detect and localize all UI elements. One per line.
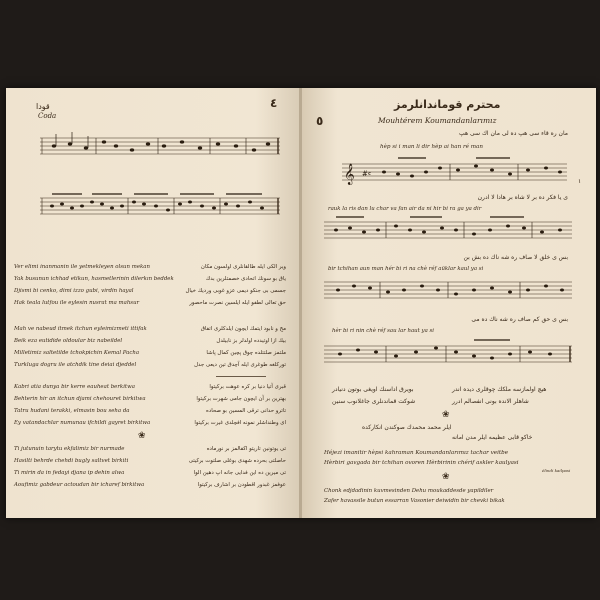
verse-line: Mah ve nabeud itmek itchun eyleimizmeti ittifak مخ و نابود ايتمك ايچون ايلدكلرى اتفاق: [14, 326, 286, 332]
lyric-ottoman: مان ره قاء سى هپ ده لى مان اك سى هپ: [459, 130, 568, 137]
stanza-line: هيچ اولمازسه ملكك چوقلرى ديده اندر: [452, 386, 547, 393]
lyric-latin: hèp si i man li dir hèp ai han ré man: [380, 144, 483, 150]
svg-text:𝄞: 𝄞: [344, 164, 355, 185]
verse-line: Ey vatandachlar numunau ifchildi gayret birkitwa اى وطنداشلر نمونه افچلدى غيرت بركيتوا: [14, 420, 286, 426]
lyric-latin: rauk la ris dan lu char va fan air da ni hir bi ra ga ya dir: [328, 206, 482, 212]
verse-line: Hasilti behrde chehdi bugly saltvet birkiti حاصلتى بحرده شهدى بوغلى صلتوت بركيتى: [14, 458, 286, 464]
music-staff: [324, 274, 574, 304]
coda-label: Coda: [38, 112, 57, 120]
page-number: ٥: [316, 114, 324, 128]
lyric-latin: hèr bi ri nin chè réf sau lar haut ya si: [332, 328, 435, 334]
stanza-line: ايلر محمد محمدك صوكندن انكاركده: [362, 424, 452, 431]
stanza-line: شوكت قماندنلرى جاغلانوب سنين: [332, 398, 416, 405]
verse-line: Ti mirin da in fedayi djana ip dehin alwa تى ميرين ده اين فدايى جانه اپ دهين الوا: [14, 470, 286, 476]
verse-line: Behterin hir an itchun djami chehouret birkitwa بهترين بر آن ايچون جامى شهرت بركيتوا: [14, 396, 286, 402]
verse-line: Milletimiz saltetilde tchokpichin Kemal Pacha ملتمز صلتتلده چوق پچين كمال پاشا: [14, 350, 286, 356]
lyric-ottoman: بس ى خلق لا صاف ره شه ناك ده بش بن: [463, 254, 568, 261]
divider: [216, 376, 266, 377]
verse-line: Yak busunun ichhad etikun, hasmetlerinin dilerkın beddek ياق بو سونك اتحادى خصمتلرين بدك: [14, 276, 286, 282]
star-ornament: ❀: [442, 410, 450, 420]
stanza-line: بويرق اداسنك اويغى بوتون دنيادر: [332, 386, 414, 393]
verse-line: Héjezi imanitir hèpsi kahraman Koumandanlarımız tachar veitbe: [324, 450, 509, 456]
verse-line: Hak teala lutfou ile eylesin nusrat ma mahsur حق تعالى لطفو ايله ايلسين نصرت ماحصور: [14, 300, 286, 306]
lyric-ottoman: ى يا فكر ده بر لا شاه بر هادا لا ادرن: [477, 194, 568, 201]
music-staff: [324, 336, 574, 368]
song-title: Mouhtérem Koumandanlarımız: [378, 116, 497, 125]
song-title-ottoman: محترم قوماندانلرمز: [394, 98, 501, 111]
verse-line: Turkluga dogru ile atchdik tine deiai djeddel توركلغه طوغرى ايله آچدق تين ديعى جدل: [14, 362, 286, 368]
star-ornament: ❀: [442, 472, 450, 482]
verse-line: Ver elimi inanmanin ile yetmekleyen olsun mekan وير الكى ايله طالقانلرى اولسون مكان: [14, 264, 286, 270]
left-page: [6, 88, 300, 518]
coda-ottoman: قودا: [36, 102, 50, 111]
star-ornament: ❀: [138, 431, 146, 441]
music-staff: [342, 154, 572, 188]
music-staff: [40, 132, 280, 166]
verse-line: Beik eza eutidide oldoular biz nabeildel بيك ازا اوتيدده اولدلر بز نابيلدل: [14, 338, 286, 344]
side-annotation: élindi kailpasi: [542, 468, 571, 473]
verse-line: Ti jutunuin tarytu ekfalimiz bir nurmade تى يوتونين تاريتو اكفالمز بر نورماده: [14, 446, 286, 452]
page-number: ٤: [270, 96, 278, 110]
right-page: [302, 88, 596, 518]
verse-line: Zafer havassile butun essarran Vasonier deiwidin bir chevki bikak: [324, 498, 505, 504]
verse-line: Tatru hudani terakki, elmasin bou seha da تاترو حدانى ترقى المسين بو صحاده: [14, 408, 286, 414]
verse-line: Kabri atia dunya bir kerre eauheat berkitwa قبرى آتيا دنيا بر كره عوهت بركيتوا: [14, 384, 286, 390]
system-number: ١: [578, 178, 582, 185]
stanza-line: شاهلر الانده بونى انفصالم ادرر: [452, 398, 529, 405]
music-staff: [40, 190, 280, 224]
book-spread: [6, 88, 596, 518]
lyric-ottoman: بس ى حق كم صاف ره شه ناك ده مى: [471, 316, 568, 323]
stanza-line: خاكو قابى عظيمه ايلر مدن امانه: [452, 434, 533, 441]
verse-line: Djismi bi cenko, dimi izzo gubi, virdin hayal جسمى بى جنكو ديمى عزو غوبى ورديك خيال: [14, 288, 286, 294]
lyric-latin: bir tchihan aun man hér bi ri na chè réf aüklar kaul ya si: [328, 266, 484, 272]
verse-line: Aoufimiz gabdeur actoudan bir icharef birkitwa عوفمز غبدور اقطودن بر اشارف بركيتوا: [14, 482, 286, 488]
verse-line: Chonk edjdadinin kuvmesinden Dehu moukaddesde yapildiler: [324, 488, 494, 494]
svg-text:#𝄴: #𝄴: [362, 170, 371, 178]
verse-line: Hèrbiri gavgada bir tchihan ovoren Hèrbirinin chérif askler kaulyasi: [324, 460, 519, 466]
music-staff: [324, 214, 574, 244]
